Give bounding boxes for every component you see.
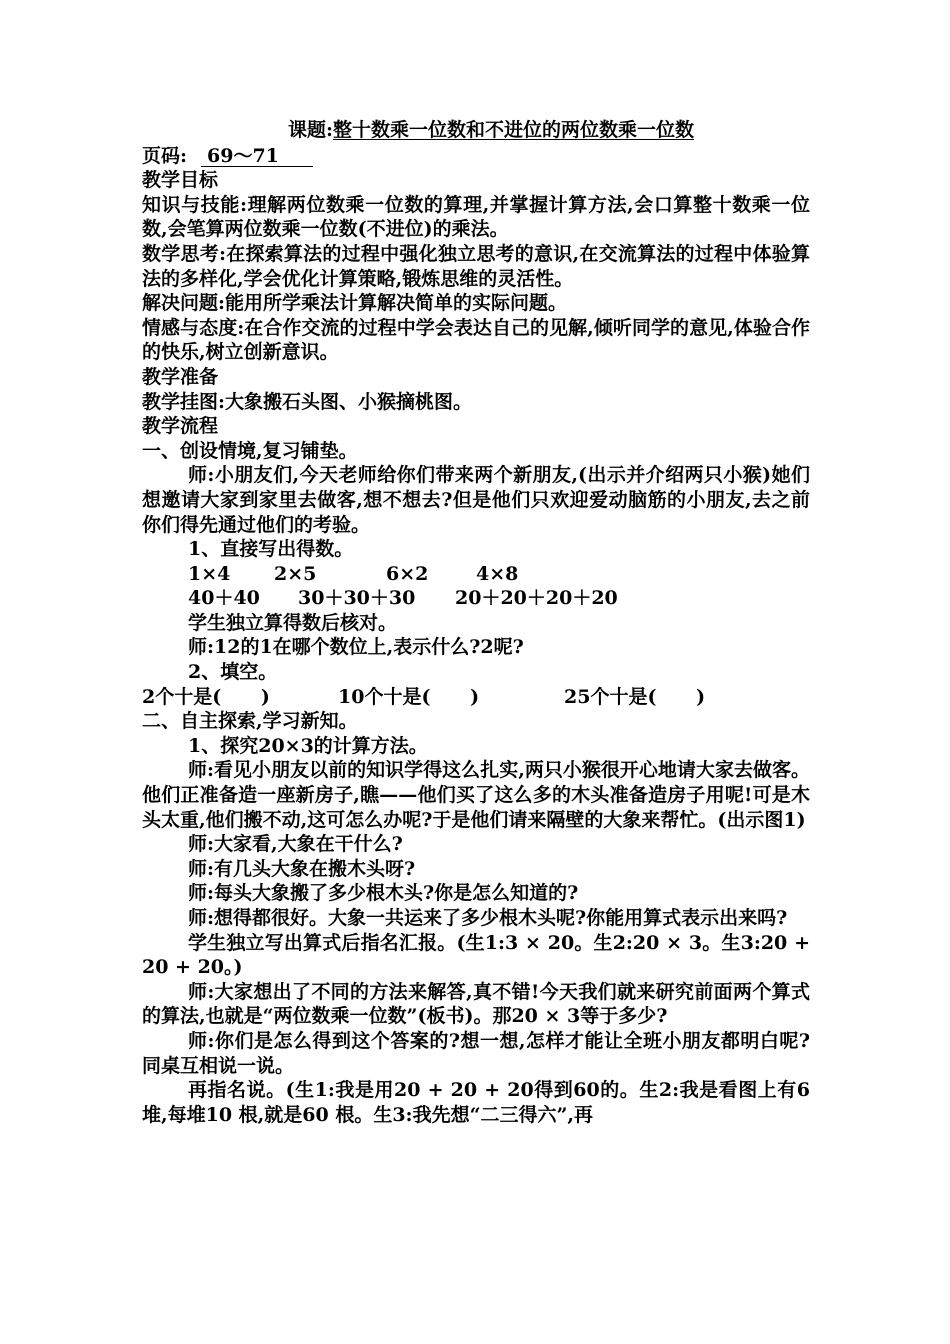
part2-item1: 1、探究20×3的计算方法。	[188, 734, 428, 757]
goals-heading: 教学目标	[142, 169, 219, 192]
dialogue-line: 再指名说。(生1:我是用20 + 20 + 20得到60的。生2:我是看图上有6 堆,每堆10 根,就是60 根。生3:我先想“二三得六”,再	[142, 1079, 810, 1126]
page-range	[142, 144, 810, 169]
dialogue-line: 师:大家看,大象在干什么?	[188, 833, 403, 856]
flow-heading: 教学流程	[142, 415, 219, 438]
dialogue-line: 师:有几头大象在搬木头呀?	[188, 857, 416, 880]
lesson-plan-body	[142, 118, 810, 1127]
title-text: 整十数乘一位数和不进位的两位数乘一位数	[333, 119, 695, 141]
exercise-cell: 1×4	[188, 562, 231, 585]
prep-heading: 教学准备	[142, 365, 219, 388]
lesson-title	[172, 118, 810, 143]
title-label: 课题:	[287, 119, 333, 141]
fill-in-row	[142, 685, 810, 710]
page-range-label: 页码:	[142, 144, 188, 167]
dialogue-line: 师:每头大象搬了多少根木头?你是怎么知道的?	[188, 882, 579, 905]
goal-knowledge: 知识与技能:理解两位数乘一位数的算理,并掌握计算方法,会口算整十数乘一位数,会笔算两位数乘一位数(不进位)的乘法。	[142, 193, 810, 241]
fill-in-blank: 10个十是( )	[338, 685, 480, 708]
part1-item2: 2、填空。	[188, 661, 278, 684]
dialogue-line: 师:看见小朋友以前的知识学得这么扎实,两只小猴很开心地请大家去做客。他们正准备造一座新房子,瞧——他们买了这么多的木头准备造房子用呢!可是木头太重,他们搬不动,这可怎么办呢?于是他们请来隔壁的大象来帮忙。(出示图1)	[142, 759, 810, 831]
exercise-cell: 4×8	[476, 562, 519, 585]
goal-problem-solving: 解决问题:能用所学乘法计算解决简单的实际问题。	[142, 292, 568, 315]
exercise-cell: 2×5	[274, 562, 317, 585]
part1-item1: 1、直接写出得数。	[188, 538, 354, 561]
dialogue-line: 学生独立写出算式后指名汇报。(生1:3 × 20。生2:20 × 3。生3:20 + 20 + 20。)	[142, 931, 810, 979]
dialogue-line: 师:大家想出了不同的方法来解答,真不错!今天我们就来研究前面两个算式的算法,也就是“两位数乘一位数”(板书)。那20 × 3等于多少?	[142, 980, 810, 1028]
exercise-cell: 20＋20＋20＋20	[455, 587, 618, 610]
goal-emotion: 情感与态度:在合作交流的过程中学会表达自己的见解,倾听同学的意见,体验合作的快乐,树立创新意识。	[142, 316, 810, 364]
fill-in-blank: 25个十是( )	[564, 685, 706, 708]
exercise-cell: 30＋30＋30	[298, 587, 416, 610]
exercise-cell: 40＋40	[188, 587, 260, 610]
part1-intro: 师:小朋友们,今天老师给你们带来两个新朋友,(出示并介绍两只小猴)她们想邀请大家到家里去做客,想不想去?但是他们只欢迎爱动脑筋的小朋友,去之前你们得先通过他们的考验。	[142, 464, 810, 536]
part2-heading: 二、自主探索,学习新知。	[142, 710, 358, 733]
fill-in-blank: 2个十是( )	[142, 685, 270, 708]
part1-heading: 一、创设情境,复习铺垫。	[142, 439, 358, 462]
prep-text: 教学挂图:大象搬石头图、小猴摘桃图。	[142, 390, 473, 413]
exercise-cell: 6×2	[386, 562, 429, 585]
part1-check: 学生独立算得数后核对。	[188, 611, 398, 634]
dialogue-line: 师:想得都很好。大象一共运来了多少根木头呢?你能用算式表示出来吗?	[188, 907, 788, 929]
goal-thinking: 数学思考:在探索算法的过程中强化独立思考的意识,在交流算法的过程中体验算法的多样化,学会优化计算策略,锻炼思维的灵活性。	[142, 242, 810, 290]
exercise-row-1	[142, 562, 810, 587]
exercise-row-2	[142, 586, 810, 611]
dialogue-line: 师:你们是怎么得到这个答案的?想一想,怎样才能让全班小朋友都明白呢?同桌互相说一说。	[142, 1029, 810, 1077]
page-range-value: 69～71	[201, 146, 313, 167]
part1-question: 师:12的1在哪个数位上,表示什么?2呢?	[188, 636, 524, 659]
